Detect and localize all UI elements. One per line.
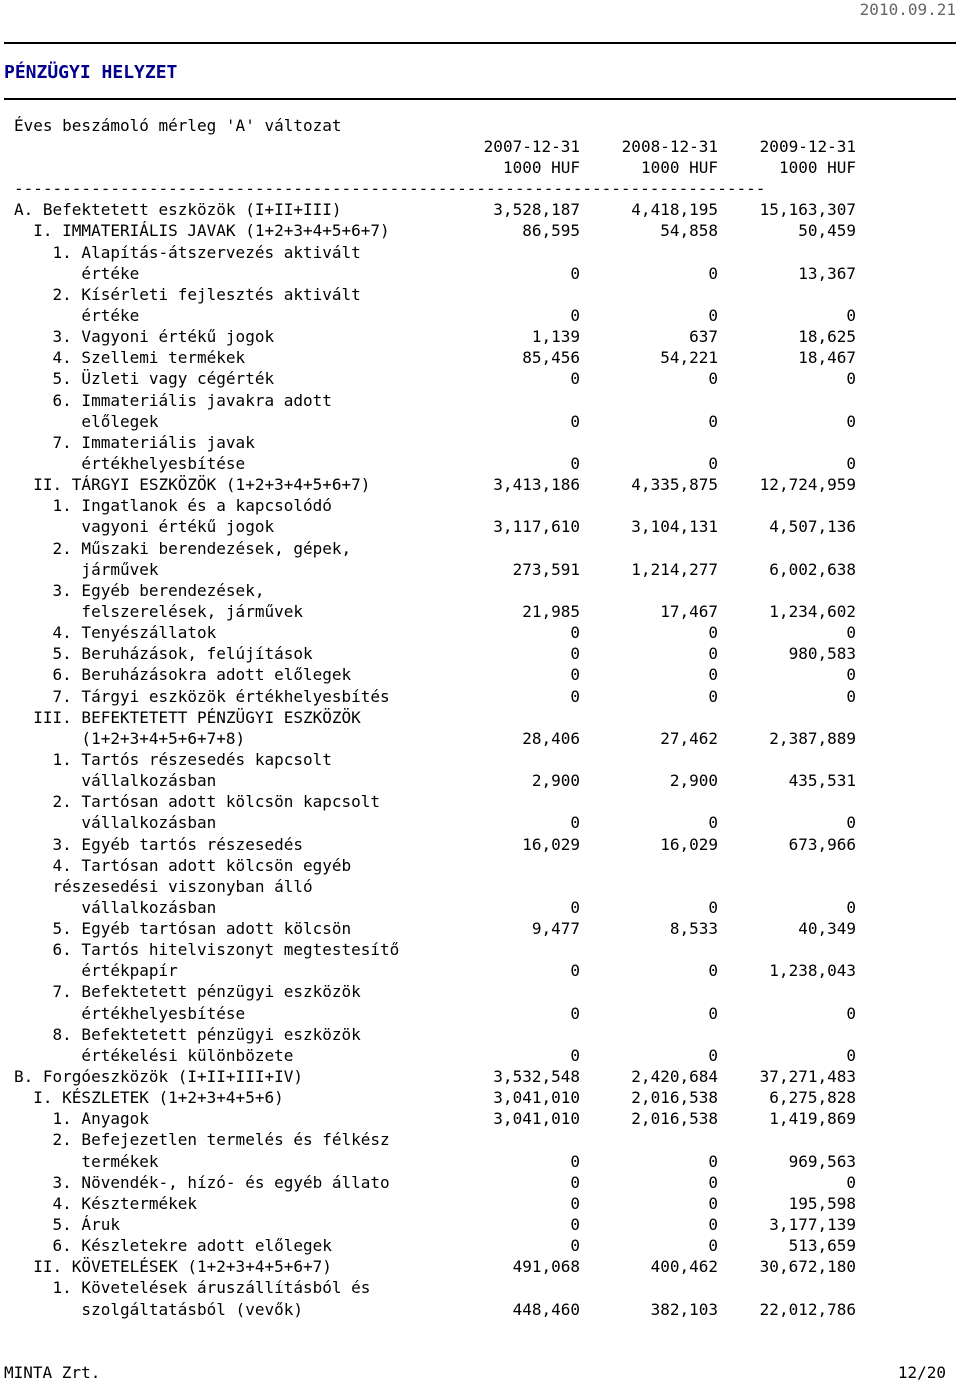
row-value-1: 0 (570, 305, 580, 325)
row-value-1 (441, 284, 580, 305)
table-row (14, 263, 856, 284)
table-row (14, 411, 856, 432)
row-value-1: 2,900 (531, 771, 580, 791)
table-row (14, 749, 856, 770)
row-label: értékpapír (14, 961, 178, 981)
table-row (14, 284, 856, 305)
table-row (14, 220, 856, 241)
table-row (14, 834, 856, 855)
row-value-1 (441, 707, 580, 728)
row-value-1 (441, 855, 580, 876)
table-row (14, 918, 856, 939)
table-row (14, 305, 856, 326)
row-label: 8. Befektetett pénzügyi eszközök (14, 1024, 361, 1044)
table-row (14, 347, 856, 368)
row-label: B. Forgóeszközök (I+II+III+IV) (14, 1067, 303, 1087)
row-label: termékek (14, 1151, 159, 1171)
row-label: 2. Műszaki berendezések, gépek, (14, 538, 352, 558)
row-value-2 (580, 580, 718, 601)
row-value-3: 2,387,889 (769, 728, 856, 748)
title-rule (4, 98, 956, 100)
row-value-1: 0 (570, 623, 580, 643)
table-row (14, 707, 856, 728)
row-value-1: 273,591 (512, 559, 580, 579)
year-col-2: 2008-12-31 (621, 137, 718, 156)
row-value-1: 0 (570, 411, 580, 431)
balance-sheet-title: Éves beszámoló mérleg 'A' változat (14, 116, 342, 135)
row-value-1: 0 (570, 453, 580, 473)
row-label: 6. Készletekre adott előlegek (14, 1236, 332, 1256)
table-row (14, 1129, 856, 1150)
row-value-1: 3,528,187 (493, 200, 580, 220)
row-value-2 (580, 432, 718, 453)
page-number: 12/20 (897, 1363, 946, 1382)
row-value-2: 3,104,131 (631, 517, 718, 537)
row-value-1: 21,985 (522, 601, 580, 621)
table-row (14, 326, 856, 347)
row-value-1: 3,117,610 (493, 517, 580, 537)
row-value-1: 0 (570, 369, 580, 389)
row-value-1 (441, 432, 580, 453)
row-value-3: 4,507,136 (769, 517, 856, 537)
row-value-2 (580, 791, 718, 812)
row-value-1: 86,595 (522, 221, 580, 241)
row-label: 2. Tartósan adott kölcsön kapcsolt (14, 792, 381, 812)
row-value-3: 0 (846, 453, 856, 473)
table-row (14, 538, 856, 559)
row-value-1: 0 (570, 961, 580, 981)
row-value-2: 0 (708, 1236, 718, 1256)
row-value-3 (718, 939, 856, 960)
row-value-2 (580, 749, 718, 770)
row-value-3: 435,531 (788, 771, 856, 791)
table-row (14, 664, 856, 685)
row-label: (1+2+3+4+5+6+7+8) (14, 728, 246, 748)
row-label: vállalkozásban (14, 813, 217, 833)
row-value-3: 0 (846, 665, 856, 685)
row-value-1 (441, 538, 580, 559)
table-row (14, 686, 856, 707)
row-label: felszerelések, járművek (14, 601, 303, 621)
table-row (14, 1066, 856, 1087)
row-value-3: 6,275,828 (769, 1088, 856, 1108)
row-value-3 (718, 432, 856, 453)
row-label: értékelési különbözete (14, 1045, 294, 1065)
row-value-3: 13,367 (798, 263, 856, 283)
row-label: 4. Tenyészállatok (14, 623, 217, 643)
balance-rows (14, 199, 856, 1319)
table-row (14, 791, 856, 812)
row-label: 6. Immateriális javakra adott (14, 390, 332, 410)
row-value-3: 50,459 (798, 221, 856, 241)
row-value-3: 0 (846, 686, 856, 706)
row-value-3: 0 (846, 1172, 856, 1192)
row-value-3: 37,271,483 (759, 1067, 856, 1087)
row-value-2: 0 (708, 263, 718, 283)
row-value-1: 0 (570, 1193, 580, 1213)
row-value-2: 382,103 (650, 1299, 718, 1319)
row-label: I. IMMATERIÁLIS JAVAK (1+2+3+4+5+6+7) (14, 221, 390, 241)
table-row (14, 390, 856, 411)
row-label: részesedési viszonyban álló (14, 876, 313, 896)
row-value-2: 0 (708, 813, 718, 833)
row-value-2: 4,335,875 (631, 475, 718, 495)
row-label: 1. Ingatlanok és a kapcsolódó (14, 496, 332, 516)
row-value-3 (718, 284, 856, 305)
row-value-1 (441, 749, 580, 770)
row-label: 1. Tartós részesedés kapcsolt (14, 749, 332, 769)
table-row (14, 368, 856, 389)
row-label: 2. Kísérleti fejlesztés aktivált (14, 284, 361, 304)
row-label: vállalkozásban (14, 771, 217, 791)
row-value-3: 1,419,869 (769, 1109, 856, 1129)
row-value-2: 0 (708, 1003, 718, 1023)
row-label: 5. Egyéb tartósan adott kölcsön (14, 919, 352, 939)
table-row (14, 622, 856, 643)
table-row (14, 495, 856, 516)
row-value-1: 3,413,186 (493, 475, 580, 495)
row-value-1 (441, 981, 580, 1002)
row-value-1 (441, 1024, 580, 1045)
row-value-2: 16,029 (660, 834, 718, 854)
row-value-2: 0 (708, 453, 718, 473)
table-row (14, 770, 856, 791)
row-value-2: 0 (708, 623, 718, 643)
row-label: értékhelyesbítése (14, 453, 246, 473)
row-value-2: 0 (708, 665, 718, 685)
row-label: 4. Tartósan adott kölcsön egyéb (14, 855, 352, 875)
row-value-3: 22,012,786 (759, 1299, 856, 1319)
row-label: járművek (14, 559, 159, 579)
row-value-3: 513,659 (788, 1236, 856, 1256)
row-value-3: 0 (846, 897, 856, 917)
row-value-2: 0 (708, 1193, 718, 1213)
unit-col-3: 1000 HUF (778, 158, 856, 178)
table-row (14, 1108, 856, 1129)
row-label: szolgáltatásból (vevők) (14, 1299, 303, 1319)
table-row (14, 242, 856, 263)
row-label: 5. Üzleti vagy cégérték (14, 369, 275, 389)
row-value-2: 54,221 (660, 348, 718, 368)
table-row (14, 1214, 856, 1235)
table-row (14, 1087, 856, 1108)
table-row (14, 516, 856, 537)
table-row (14, 855, 856, 876)
row-label: 7. Tárgyi eszközök értékhelyesbítés (14, 686, 390, 706)
row-value-1: 491,068 (512, 1257, 580, 1277)
row-label: 5. Beruházások, felújítások (14, 644, 313, 664)
row-value-1: 0 (570, 1236, 580, 1256)
row-value-2: 0 (708, 644, 718, 664)
row-value-1: 85,456 (522, 348, 580, 368)
table-row (14, 474, 856, 495)
row-value-3: 18,625 (798, 327, 856, 347)
row-value-3: 673,966 (788, 834, 856, 854)
row-value-1: 9,477 (531, 919, 580, 939)
row-value-2: 2,900 (669, 771, 718, 791)
unit-col-1: 1000 HUF (502, 158, 580, 178)
row-value-3 (718, 1277, 856, 1298)
row-label: 1. Alapítás-átszervezés aktivált (14, 242, 361, 262)
row-value-3: 980,583 (788, 644, 856, 664)
row-value-2: 400,462 (650, 1257, 718, 1277)
row-value-1 (441, 1129, 580, 1150)
row-value-2 (580, 1129, 718, 1150)
row-value-1: 0 (570, 813, 580, 833)
row-value-3: 969,563 (788, 1151, 856, 1171)
table-row (14, 199, 856, 220)
section-title: PÉNZÜGYI HELYZET (4, 62, 178, 83)
row-value-3 (718, 495, 856, 516)
row-value-1 (441, 580, 580, 601)
row-value-2: 0 (708, 305, 718, 325)
row-label: 1. Anyagok (14, 1109, 149, 1129)
row-value-1: 3,041,010 (493, 1109, 580, 1129)
top-rule (4, 42, 956, 44)
row-label: 4. Szellemi termékek (14, 348, 246, 368)
row-value-1 (441, 876, 580, 897)
row-value-1: 0 (570, 1045, 580, 1065)
row-value-2 (580, 876, 718, 897)
row-value-3 (718, 1024, 856, 1045)
row-value-1: 0 (570, 263, 580, 283)
row-label: 7. Immateriális javak (14, 432, 255, 452)
row-value-1 (441, 242, 580, 263)
row-value-1 (441, 791, 580, 812)
row-value-3: 195,598 (788, 1193, 856, 1213)
row-value-3: 0 (846, 1003, 856, 1023)
row-value-3: 18,467 (798, 348, 856, 368)
row-value-3 (718, 876, 856, 897)
row-value-1: 16,029 (522, 834, 580, 854)
row-label: 3. Növendék-, hízó- és egyéb állato (14, 1172, 390, 1192)
row-value-1: 0 (570, 1003, 580, 1023)
column-year-header (14, 136, 856, 157)
row-value-2 (580, 390, 718, 411)
row-value-2 (580, 1024, 718, 1045)
row-label: értékhelyesbítése (14, 1003, 246, 1023)
row-value-2: 2,016,538 (631, 1088, 718, 1108)
table-row (14, 981, 856, 1002)
table-row (14, 728, 856, 749)
row-value-3: 0 (846, 411, 856, 431)
row-value-3: 0 (846, 813, 856, 833)
row-value-2 (580, 242, 718, 263)
row-value-3 (718, 242, 856, 263)
row-value-3: 0 (846, 305, 856, 325)
row-value-2 (580, 855, 718, 876)
unit-col-2: 1000 HUF (640, 158, 718, 178)
row-label: 6. Beruházásokra adott előlegek (14, 665, 352, 685)
row-value-2 (580, 981, 718, 1002)
table-row (14, 432, 856, 453)
row-value-2: 2,016,538 (631, 1109, 718, 1129)
table-row (14, 580, 856, 601)
row-value-2: 2,420,684 (631, 1067, 718, 1087)
table-row (14, 960, 856, 981)
row-value-2 (580, 939, 718, 960)
row-value-2: 0 (708, 1215, 718, 1235)
row-value-1 (441, 939, 580, 960)
dash-separator: ------------------------------------------------------------------------------ (14, 179, 766, 199)
row-value-3 (718, 791, 856, 812)
row-label: értéke (14, 263, 140, 283)
row-label: 2. Befejezetlen termelés és félkész (14, 1130, 390, 1150)
row-value-2 (580, 495, 718, 516)
row-value-3 (718, 855, 856, 876)
row-value-2: 0 (708, 1172, 718, 1192)
table-row (14, 939, 856, 960)
row-value-1 (441, 1277, 580, 1298)
row-value-1: 0 (570, 1151, 580, 1171)
row-value-3 (718, 580, 856, 601)
row-value-1: 0 (570, 686, 580, 706)
row-value-1 (441, 495, 580, 516)
row-value-2: 27,462 (660, 728, 718, 748)
row-value-1: 0 (570, 1215, 580, 1235)
row-value-2: 8,533 (669, 919, 718, 939)
row-value-3 (718, 1129, 856, 1150)
row-label: 7. Befektetett pénzügyi eszközök (14, 982, 361, 1002)
row-value-3: 1,238,043 (769, 961, 856, 981)
row-value-2: 0 (708, 411, 718, 431)
row-value-3: 0 (846, 1045, 856, 1065)
table-row (14, 643, 856, 664)
row-value-2: 637 (689, 327, 718, 347)
year-col-3: 2009-12-31 (759, 137, 856, 156)
row-value-3 (718, 749, 856, 770)
table-row (14, 1277, 856, 1298)
row-label: 3. Vagyoni értékű jogok (14, 327, 275, 347)
table-row (14, 1256, 856, 1277)
row-value-1: 0 (570, 665, 580, 685)
report-date: 2010.09.21 (859, 0, 956, 19)
row-value-3 (718, 981, 856, 1002)
row-value-1 (441, 390, 580, 411)
row-label: 1. Követelések áruszállításból és (14, 1278, 371, 1298)
row-value-2: 1,214,277 (631, 559, 718, 579)
table-row (14, 601, 856, 622)
row-value-3 (718, 707, 856, 728)
column-unit-header (14, 157, 856, 178)
table-row (14, 876, 856, 897)
row-label: vállalkozásban (14, 897, 217, 917)
row-value-3: 30,672,180 (759, 1257, 856, 1277)
table-row (14, 1299, 856, 1320)
row-label: 3. Egyéb tartós részesedés (14, 834, 303, 854)
row-value-2: 0 (708, 1045, 718, 1065)
table-row (14, 1172, 856, 1193)
row-label: III. BEFEKTETETT PÉNZÜGYI ESZKÖZÖK (14, 707, 361, 727)
row-value-3: 1,234,602 (769, 601, 856, 621)
row-value-3: 6,002,638 (769, 559, 856, 579)
row-value-1: 0 (570, 897, 580, 917)
row-value-1: 0 (570, 1172, 580, 1192)
row-value-2: 0 (708, 1151, 718, 1171)
row-value-3: 0 (846, 369, 856, 389)
year-col-1: 2007-12-31 (483, 137, 580, 156)
row-value-3: 40,349 (798, 919, 856, 939)
row-value-2 (580, 1277, 718, 1298)
row-value-3: 12,724,959 (759, 475, 856, 495)
company-name: MINTA Zrt. (4, 1363, 101, 1382)
row-value-2: 0 (708, 686, 718, 706)
table-row (14, 453, 856, 474)
row-value-2: 0 (708, 369, 718, 389)
row-value-3: 15,163,307 (759, 200, 856, 220)
row-label: vagyoni értékű jogok (14, 517, 275, 537)
table-row (14, 812, 856, 833)
row-value-2: 0 (708, 897, 718, 917)
table-row (14, 1151, 856, 1172)
row-label: I. KÉSZLETEK (1+2+3+4+5+6) (14, 1088, 284, 1108)
row-value-2: 0 (708, 961, 718, 981)
row-value-2 (580, 707, 718, 728)
table-row (14, 1045, 856, 1066)
table-row (14, 559, 856, 580)
row-label: II. KÖVETELÉSEK (1+2+3+4+5+6+7) (14, 1257, 332, 1277)
row-label: II. TÁRGYI ESZKÖZÖK (1+2+3+4+5+6+7) (14, 475, 371, 495)
table-row (14, 897, 856, 918)
row-value-3: 3,177,139 (769, 1215, 856, 1235)
table-row (14, 1193, 856, 1214)
row-value-1: 1,139 (531, 327, 580, 347)
row-value-3 (718, 538, 856, 559)
row-value-1: 3,041,010 (493, 1088, 580, 1108)
row-value-2: 17,467 (660, 601, 718, 621)
row-value-2: 54,858 (660, 221, 718, 241)
row-value-2 (580, 284, 718, 305)
row-label: A. Befektetett eszközök (I+II+III) (14, 200, 342, 220)
row-label: 3. Egyéb berendezések, (14, 580, 265, 600)
row-label: előlegek (14, 411, 159, 431)
row-label: 4. Késztermékek (14, 1193, 198, 1213)
balance-sheet (14, 115, 856, 1320)
table-row (14, 1024, 856, 1045)
row-value-2 (580, 538, 718, 559)
row-value-3: 0 (846, 623, 856, 643)
table-row (14, 1235, 856, 1256)
table-row (14, 1003, 856, 1024)
row-value-3 (718, 390, 856, 411)
row-value-1: 448,460 (512, 1299, 580, 1319)
row-value-2: 4,418,195 (631, 200, 718, 220)
row-label: 5. Áruk (14, 1215, 120, 1235)
row-value-1: 3,532,548 (493, 1067, 580, 1087)
row-label: 6. Tartós hitelviszonyt megtestesítő (14, 940, 400, 960)
row-value-1: 0 (570, 644, 580, 664)
row-label: értéke (14, 305, 140, 325)
row-value-1: 28,406 (522, 728, 580, 748)
